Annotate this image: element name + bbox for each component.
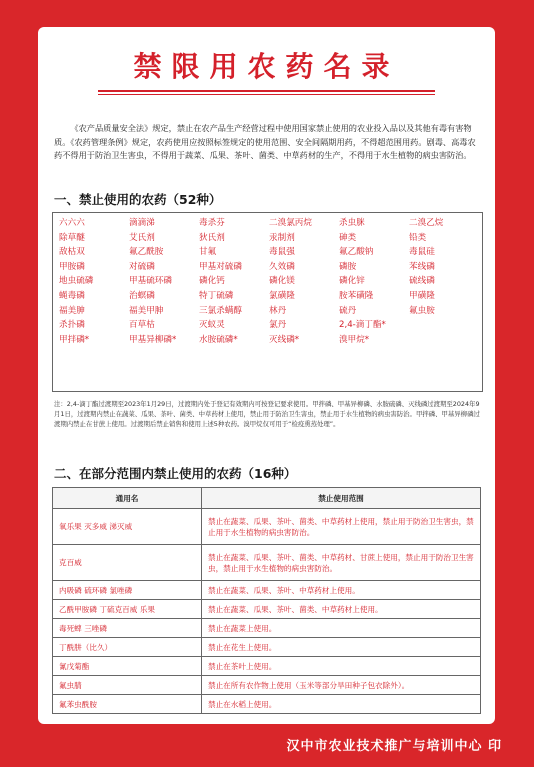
banned-pesticide-grid (59, 217, 479, 346)
table-header-row (53, 488, 481, 509)
banned-pesticide-item: 地虫硫磷 (59, 276, 94, 287)
banned-pesticide-item: 毒杀芬 (199, 218, 225, 228)
banned-pesticide-item: 灭蚁灵 (199, 320, 225, 331)
banned-pesticide-item: 磷化镁 (269, 276, 295, 287)
pesticide-name-cell: 内吸磷 硫环磷 氯唑磷 (53, 581, 202, 600)
banned-pesticide-item: 杀虫脒 (339, 218, 365, 228)
banned-pesticide-item: 砷类 (339, 232, 357, 243)
section1-note: 注：2,4-滴丁酯过渡期至2023年1月29日，过渡期内处于登记有效期内可按登记要求使用。甲拌磷、甲基异柳磷、水胺硫磷、灭线磷过渡期至2024年9月1日，过渡期内禁止在蔬菜、瓜果、茶叶、菌类、中草药材上使用，禁止用于防治卫生害虫，禁止用于水生植物的病虫害防治。甲拌磷、甲基异柳磷过渡期内禁止在甘蔗上使用。过渡期后禁止销售和使用上述5种农药。溴甲烷仅可用于“检疫熏蒸处理”。 (54, 400, 480, 428)
banned-pesticide-item: 滴滴涕 (129, 218, 155, 228)
scope-cell: 禁止在蔬菜、瓜果、茶叶、菌类、中草药材、甘蔗上使用，禁止用于防治卫生害虫，禁止用于水生植物的病虫害防治。 (202, 545, 481, 581)
banned-pesticide-item: 三氯杀螨醇 (199, 305, 242, 316)
banned-pesticide-item: 2,4-滴丁酯* (339, 320, 386, 331)
banned-pesticide-item: 林丹 (269, 305, 287, 316)
intro-paragraph: 《农产品质量安全法》规定，禁止在农产品生产经营过程中使用国家禁止使用的农业投入品以及其他有毒有害物质。《农药管理条例》规定，农药使用应按照标签规定的使用范围、安全间隔期用药，不得超范围用药。剧毒、高毒农药不得用于防治卫生害虫，不得用于蔬菜、瓜果、茶叶、菌类、中草药材的生产，不得用于水生植物的病虫害防治。 (54, 123, 476, 160)
pesticide-name-cell: 氧乐果 灭多威 涕灭威 (53, 509, 202, 545)
scope-cell: 禁止在蔬菜、瓜果、茶叶、菌类、中草药材上使用。 (202, 600, 481, 619)
banned-pesticide-item: 毒鼠强 (269, 247, 295, 258)
banned-pesticide-item: 狄氏剂 (199, 232, 225, 243)
pesticide-name-cell: 氰戊菊酯 (53, 657, 202, 676)
banned-pesticide-item: 福美甲胂 (129, 305, 164, 316)
table-row (53, 509, 481, 545)
page-title: 禁限用农药名录 (133, 50, 400, 83)
scope-cell: 禁止在水稻上使用。 (202, 695, 481, 714)
banned-pesticide-item: 甲拌磷* (59, 334, 90, 345)
banned-pesticide-item: 磷化锌 (339, 276, 365, 287)
banned-pesticide-item: 苯线磷 (409, 261, 435, 272)
scope-cell: 禁止在蔬菜、瓜果、茶叶、菌类、中草药材上使用，禁止用于防治卫生害虫，禁止用于水生植物的病虫害防治。 (202, 509, 481, 545)
banned-pesticide-item: 蝇毒磷 (59, 290, 85, 301)
banned-pesticide-item: 磷胺 (339, 261, 357, 272)
pesticide-name-cell: 氟苯虫酰胺 (53, 695, 202, 714)
section1-heading: 一、禁止使用的农药（52种） (54, 192, 222, 207)
banned-pesticide-item: 甘氟 (199, 247, 217, 258)
table-row (53, 676, 481, 695)
banned-pesticide-item: 特丁硫磷 (199, 290, 234, 301)
table-row (53, 600, 481, 619)
banned-pesticide-item: 福美胂 (59, 305, 85, 316)
section2-heading: 二、在部分范围内禁止使用的农药（16种） (54, 466, 297, 481)
pesticide-name-cell: 克百威 (53, 545, 202, 581)
scope-cell: 禁止在茶叶上使用。 (202, 657, 481, 676)
banned-pesticide-item: 甲基硫环磷 (129, 276, 172, 287)
banned-pesticide-item: 甲基对硫磷 (199, 261, 242, 272)
banned-pesticide-item: 毒鼠硅 (409, 247, 435, 258)
column-header-name: 通用名 (53, 488, 202, 509)
banned-pesticide-item: 甲胺磷 (59, 261, 85, 272)
title-underline (98, 90, 435, 92)
table-row (53, 581, 481, 600)
banned-pesticide-item: 二溴氯丙烷 (269, 218, 312, 228)
banned-pesticide-item: 灭线磷* (269, 334, 300, 345)
column-header-scope: 禁止使用范围 (202, 488, 481, 509)
banned-pesticide-item: 铅类 (409, 232, 427, 243)
pesticide-name-cell: 丁酰肼（比久） (53, 638, 202, 657)
banned-pesticide-item: 胺苯磺隆 (339, 290, 374, 301)
banned-pesticide-item: 六六六 (59, 218, 85, 228)
banned-pesticide-item: 汞制剂 (269, 232, 295, 243)
banned-pesticide-item: 杀扑磷 (59, 320, 85, 331)
banned-pesticide-item (409, 334, 479, 347)
banned-pesticide-item: 溴甲烷* (339, 334, 370, 345)
banned-pesticide-item (409, 319, 479, 332)
banned-pesticide-item: 对硫磷 (129, 261, 155, 272)
pesticide-name-cell: 乙酰甲胺磷 丁硫克百威 乐果 (53, 600, 202, 619)
scope-cell: 禁止在蔬菜、瓜果、茶叶、中草药材上使用。 (202, 581, 481, 600)
table-row (53, 545, 481, 581)
banned-pesticide-item: 治螟磷 (129, 290, 155, 301)
pesticide-name-cell: 氟虫腈 (53, 676, 202, 695)
table-body (53, 509, 481, 714)
banned-pesticide-item: 水胺硫磷* (199, 334, 238, 345)
banned-pesticide-item: 甲磺隆 (409, 290, 435, 301)
banned-pesticide-item: 久效磷 (269, 261, 295, 272)
restricted-pesticide-table (52, 487, 481, 714)
table-row (53, 638, 481, 657)
pesticide-name-cell: 毒死蜱 三唑磷 (53, 619, 202, 638)
banned-pesticide-list (52, 212, 483, 392)
scope-cell: 禁止在蔬菜上使用。 (202, 619, 481, 638)
banned-pesticide-item: 氯丹 (269, 320, 287, 331)
banned-pesticide-item: 硫线磷 (409, 276, 435, 287)
banned-pesticide-item: 氯磺隆 (269, 290, 295, 301)
table-row (53, 657, 481, 676)
table-row (53, 695, 481, 714)
banned-pesticide-item: 百草枯 (129, 320, 155, 331)
title-underline-thin (98, 94, 435, 95)
content-panel (38, 27, 495, 724)
banned-pesticide-item: 甲基异柳磷* (129, 334, 177, 345)
scope-cell: 禁止在花生上使用。 (202, 638, 481, 657)
banned-pesticide-item: 氟虫胺 (409, 305, 435, 316)
footer-publisher: 汉中市农业技术推广与培训中心 印 (286, 739, 502, 754)
scope-cell: 禁止在所有农作物上使用（玉米等部分旱田种子包衣除外）。 (202, 676, 481, 695)
banned-pesticide-item: 除草醚 (59, 232, 85, 243)
table-row (53, 619, 481, 638)
banned-pesticide-item: 敌枯双 (59, 247, 85, 258)
banned-pesticide-item: 硫丹 (339, 305, 357, 316)
banned-pesticide-item: 氟乙酸钠 (339, 247, 374, 258)
banned-pesticide-item: 氟乙酰胺 (129, 247, 164, 258)
banned-pesticide-item: 二溴乙烷 (409, 218, 444, 228)
banned-pesticide-item: 艾氏剂 (129, 232, 155, 243)
banned-pesticide-item: 磷化钙 (199, 276, 225, 287)
